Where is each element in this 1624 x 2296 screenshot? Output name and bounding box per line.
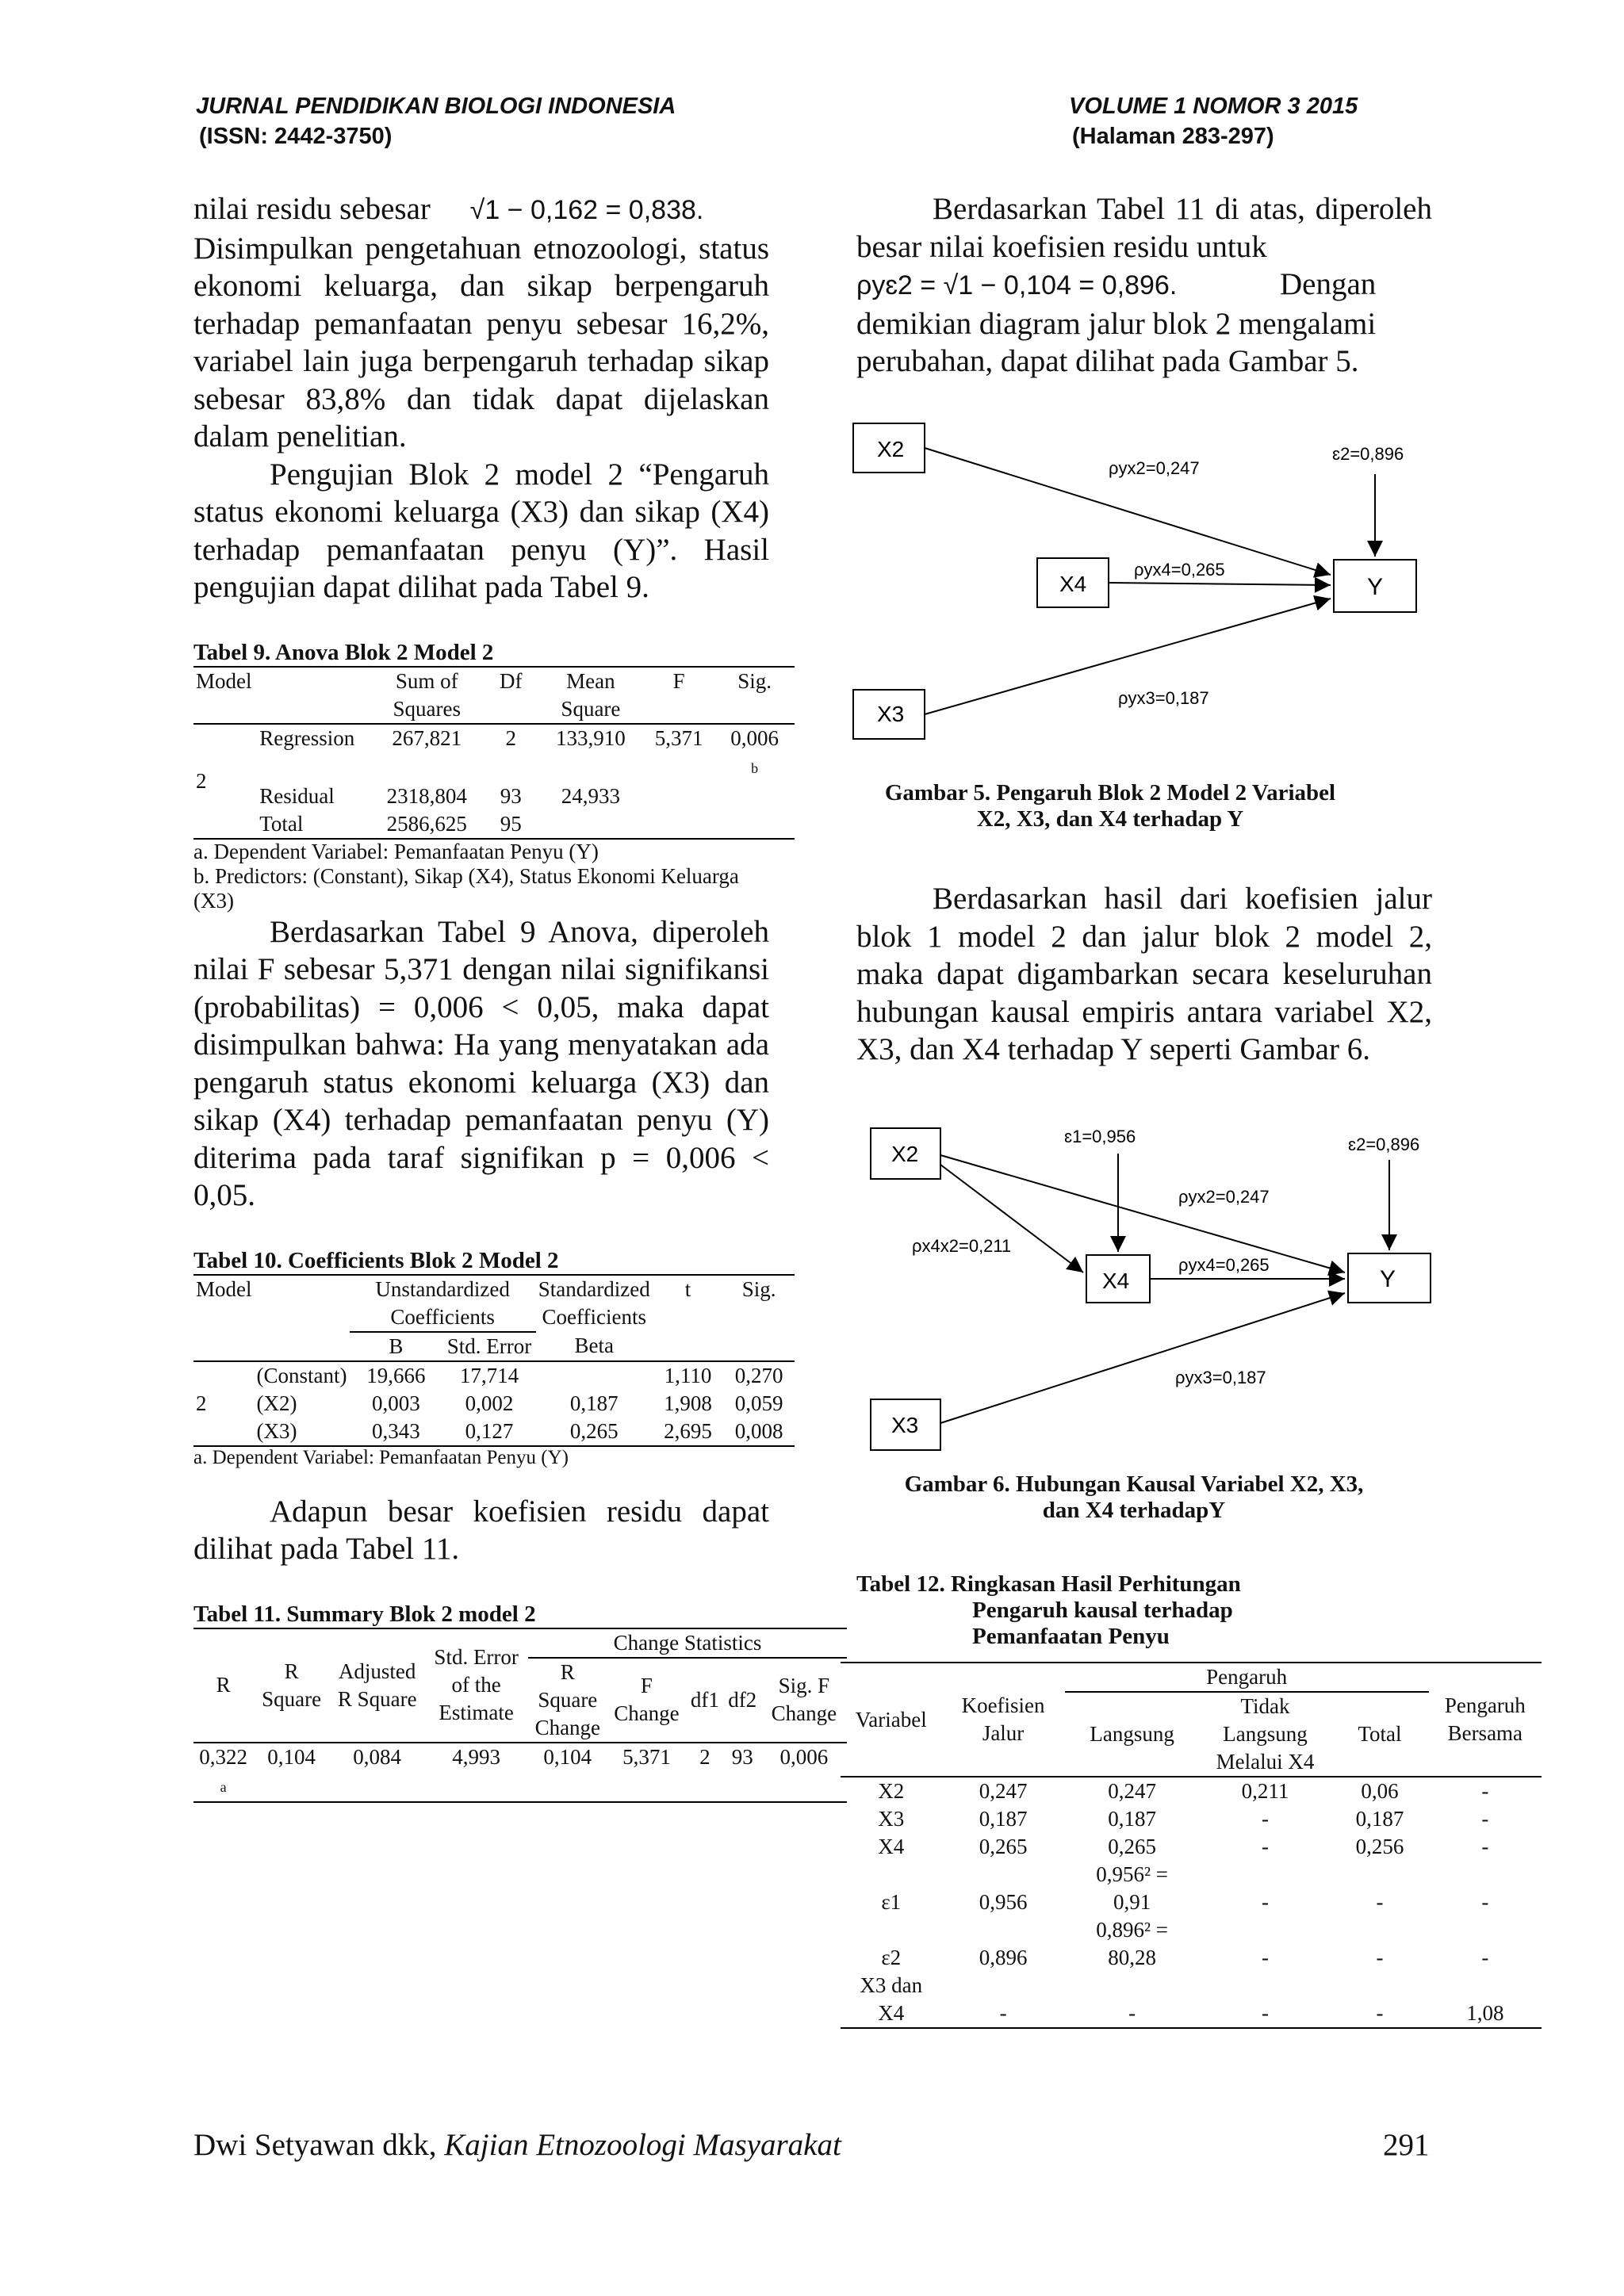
r-value: 0,322: [199, 1744, 247, 1769]
table-row: [841, 1972, 1542, 1999]
cell: 0,896² =: [1096, 1918, 1169, 1942]
th: Mean Square: [561, 668, 621, 721]
table-row: [841, 1861, 1542, 1888]
label-p-x3: ρyx3=0,187: [1118, 688, 1209, 708]
cell: 0,187: [1108, 1807, 1156, 1831]
th: Sig.: [737, 668, 772, 693]
th: Koefisien Jalur: [961, 1693, 1045, 1745]
cell: 93: [731, 1744, 753, 1769]
cell: (X2): [256, 1391, 297, 1415]
label-p-x2: ρyx2=0,247: [1178, 1187, 1270, 1207]
label-x3: X3: [891, 1413, 919, 1437]
th: Unstandardized Coefficients: [350, 1275, 536, 1332]
cell: X2: [878, 1779, 905, 1803]
footer-authors: Dwi Setyawan dkk,: [193, 2128, 437, 2162]
cell: 0,247: [1108, 1779, 1156, 1803]
arrow-x4-y: [1109, 583, 1331, 585]
cell: 2: [505, 725, 516, 750]
th: F: [672, 668, 685, 693]
cell: 2586,625: [386, 811, 467, 836]
cell: -: [1262, 1946, 1269, 1969]
cell: Regression: [259, 725, 355, 750]
table-row: [841, 1777, 1542, 1805]
label-x4: X4: [1059, 572, 1087, 596]
th: Standardized Coefficients: [538, 1276, 650, 1329]
th: R Square: [262, 1659, 322, 1711]
th: Adjusted R Square: [337, 1659, 417, 1711]
cell: 0,256: [1355, 1835, 1404, 1858]
th: Std. Error: [446, 1334, 532, 1358]
page-number: 291: [1383, 2128, 1430, 2162]
cell: ɛ2: [881, 1946, 902, 1969]
table-row: [841, 1888, 1542, 1916]
table12: [841, 1662, 1542, 2029]
caption-line: dan X4 terhadapY: [1042, 1498, 1226, 1523]
table9: [193, 666, 795, 840]
table-row: [841, 1944, 1542, 1972]
label-p-x4: ρyx4=0,265: [1134, 560, 1225, 580]
table-row: [841, 1805, 1542, 1833]
cell: 17,714: [459, 1363, 519, 1387]
cell: 0,006: [779, 1744, 829, 1769]
th: B: [389, 1334, 404, 1358]
caption-line: Pemanfaatan Penyu: [972, 1624, 1170, 1649]
table9-caption: Tabel 9. Anova Blok 2 Model 2: [193, 639, 494, 665]
label-p-x4: ρyx4=0,265: [1178, 1255, 1270, 1275]
cell: 80,28: [1108, 1946, 1156, 1969]
caption-line: X2, X3, dan X4 terhadap Y: [976, 806, 1244, 832]
cell: X3 dan: [860, 1973, 923, 1997]
cell: 1,110: [664, 1363, 712, 1387]
paragraph: Berdasarkan hasil dari koefisien jalur blok 1 model 2 dan jalur blok 2 model 2, maka dapat digambarkan secara keseluruhan hubungan kausal empiris antara variabel X2, X3, dan X4 terhadap Y seperti Gambar 6.: [856, 882, 1432, 1066]
table-row: [193, 810, 795, 839]
caption-line: Gambar 5. Pengaruh Blok 2 Model 2 Variabel: [884, 780, 1336, 806]
table-row: [193, 783, 795, 810]
paragraph: [193, 190, 769, 230]
cell: 0,187: [979, 1807, 1028, 1831]
table-note: a. Dependent Variabel: Pemanfaatan Penyu (Y): [193, 1446, 569, 1468]
sig-sup: b: [751, 760, 759, 776]
footer-citation: [193, 2127, 841, 2163]
label-e2: ɛ2=0,896: [1332, 444, 1404, 464]
th: R Square Change: [534, 1659, 601, 1739]
cell: 4,993: [452, 1744, 501, 1769]
label-p-x4x2: ρx4x2=0,211: [912, 1236, 1012, 1256]
label-x2: X2: [891, 1142, 919, 1166]
th: Model: [196, 1276, 252, 1301]
cell: [193, 1743, 253, 1802]
page-range: (Halaman 283-297): [1072, 124, 1274, 149]
th: Sig. F Change: [771, 1674, 837, 1725]
th: df2: [728, 1687, 757, 1712]
label-x2: X2: [877, 437, 905, 461]
figure5-diagram: [848, 412, 1435, 761]
cell: -: [1481, 1779, 1489, 1803]
cell: 0,127: [465, 1418, 514, 1443]
cell: (X3): [256, 1418, 297, 1443]
paragraph: Berdasarkan Tabel 11 di atas, diperoleh besar nilai koefisien residu untuk: [856, 192, 1432, 264]
cell: -: [1262, 1835, 1269, 1858]
th: F Change: [614, 1674, 680, 1725]
caption-line: Gambar 6. Hubungan Kausal Variabel X2, X3,: [904, 1471, 1364, 1497]
table-row: [841, 1916, 1542, 1944]
cell: 93: [500, 783, 522, 808]
sig-value: 0,006: [730, 725, 779, 750]
table-row: [841, 1999, 1542, 2028]
cell: 0,008: [734, 1418, 783, 1443]
cell: -: [1128, 2001, 1136, 2025]
cell: 0,104: [543, 1744, 592, 1769]
arrow-x3-y: [940, 1293, 1345, 1423]
caption-line: Tabel 12. Ringkasan Hasil Perhitungan: [856, 1571, 1241, 1597]
formula: ρyɛ2 = √1 − 0,104 = 0,896.: [856, 270, 1178, 300]
cell: (Constant): [256, 1363, 347, 1387]
journal-title: JURNAL PENDIDIKAN BIOLOGI INDONESIA: [196, 94, 676, 119]
cell: -: [1376, 2001, 1384, 2025]
cell: 0,956² =: [1096, 1862, 1169, 1886]
th: Change Statistics: [528, 1628, 847, 1658]
cell: 2: [699, 1744, 710, 1769]
cell: 0,06: [1361, 1779, 1399, 1803]
figure5-caption: [856, 780, 1364, 832]
cell: 0,270: [734, 1363, 783, 1387]
cell: -: [1481, 1890, 1489, 1914]
cell: 133,910: [556, 725, 626, 750]
cell: X4: [878, 1835, 905, 1858]
th: Langsung: [1090, 1722, 1174, 1746]
right-column-2: [856, 880, 1432, 1069]
volume: VOLUME 1 NOMOR 3 2015: [1069, 94, 1358, 119]
cell: 0,896: [979, 1946, 1028, 1969]
label-y: Y: [1367, 574, 1384, 600]
paragraph: [856, 266, 1432, 381]
cell: ɛ1: [881, 1890, 902, 1914]
paragraph: Pengujian Blok 2 model 2 “Pengaruh status ekonomi keluarga (X3) dan sikap (X4) terhadap pemanfaatan penyu (Y)”. Hasil pengujian dapat dilihat pada Tabel 9.: [193, 457, 769, 604]
cell: -: [1376, 1946, 1384, 1969]
label-x4: X4: [1102, 1269, 1130, 1293]
cell: 0,343: [371, 1418, 420, 1443]
cell: 0,247: [979, 1779, 1028, 1803]
th: Std. Error of the Estimate: [434, 1645, 519, 1724]
cell: X3: [878, 1807, 905, 1831]
cell: 0,104: [267, 1744, 316, 1769]
cell: 0,211: [1241, 1779, 1289, 1803]
label-x3: X3: [877, 702, 905, 726]
cell: 0,91: [1113, 1890, 1151, 1914]
cell: 24,933: [561, 783, 621, 808]
text: Dengan demikian diagram jalur blok 2 mengalami perubahan, dapat dilihat pada Gambar 5.: [856, 267, 1377, 378]
cell: 267,821: [392, 725, 462, 750]
cell: 1,908: [664, 1391, 712, 1415]
cell: -: [1262, 1807, 1269, 1831]
cell: 0,187: [1355, 1807, 1404, 1831]
cell: 0,265: [979, 1835, 1028, 1858]
th: Df: [499, 668, 523, 693]
footer-title: Kajian Etnozoologi Masyarakat: [444, 2128, 841, 2162]
table-row: [193, 1743, 847, 1802]
th: Pengaruh: [1065, 1663, 1429, 1692]
cell: 1,08: [1466, 2001, 1504, 2025]
cell: 2: [196, 768, 207, 793]
table11-caption: Tabel 11. Summary Blok 2 model 2: [193, 1601, 536, 1627]
figure6-diagram: [856, 1114, 1443, 1467]
cell: 2,695: [664, 1418, 712, 1443]
cell: 19,666: [366, 1363, 426, 1387]
table11: [193, 1628, 847, 1803]
cell: 2: [196, 1391, 207, 1415]
cell: 0,003: [371, 1391, 420, 1415]
table10: [193, 1274, 795, 1447]
th: Sig.: [741, 1276, 776, 1301]
cell: -: [1481, 1946, 1489, 1969]
cell: 5,371: [622, 1744, 671, 1769]
caption-line: Pengaruh kausal terhadap: [972, 1598, 1233, 1623]
cell: -: [1481, 1807, 1489, 1831]
cell: 2318,804: [386, 783, 467, 808]
th: Tidak Langsung Melalui X4: [1216, 1694, 1315, 1774]
cell: 0,084: [353, 1744, 402, 1769]
cell: 0,187: [569, 1391, 619, 1415]
th: Beta: [574, 1333, 614, 1357]
cell: 5,371: [654, 725, 703, 750]
cell: -: [1262, 2001, 1269, 2025]
table-note: a. Dependent Variabel: Pemanfaatan Penyu (Y): [193, 839, 599, 863]
issn: (ISSN: 2442-3750): [199, 124, 393, 149]
table-row: [841, 1833, 1542, 1861]
cell: -: [999, 2001, 1007, 2025]
label-p-x2: ρyx2=0,247: [1109, 458, 1200, 478]
cell: -: [1376, 1890, 1384, 1914]
cell: -: [1262, 1890, 1269, 1914]
th: Model: [196, 668, 252, 693]
table-row: [193, 1361, 795, 1390]
table-row: [193, 724, 795, 783]
th: Sum of Squares: [393, 668, 461, 721]
cell: 0,956: [979, 1890, 1028, 1914]
text: nilai residu sebesar: [193, 192, 431, 226]
table10-caption: Tabel 10. Coefficients Blok 2 Model 2: [193, 1247, 559, 1273]
th: R: [216, 1673, 231, 1697]
left-column: [193, 190, 837, 1803]
label-e1: ɛ1=0,956: [1064, 1127, 1136, 1146]
cell: [714, 724, 795, 783]
cell: 95: [500, 811, 522, 836]
right-column: [856, 190, 1432, 381]
paragraph: Berdasarkan Tabel 9 Anova, diperoleh nilai F sebesar 5,371 dengan nilai signifikansi (probabilitas) = 0,006 < 0,05, maka dapat disimpulkan bahwa: Ha yang menyatakan ada pengaruh status ekonomi keluarga (X3) dan sikap (X4) terhadap pemanfaatan penyu (Y) diterima pada taraf signifikan p = 0,006 < 0,05.: [193, 914, 769, 1212]
th: t: [684, 1276, 691, 1301]
label-e2: ɛ2=0,896: [1348, 1135, 1420, 1154]
cell: 0,059: [734, 1391, 783, 1415]
table-row: [193, 1418, 795, 1446]
paragraph: Adapun besar koefisien residu dapat dilihat pada Tabel 11.: [193, 1494, 769, 1566]
cell: 0,265: [569, 1418, 619, 1443]
table12-caption: [856, 1571, 1241, 1650]
arrow-x2-x4: [940, 1165, 1083, 1272]
table-note: b. Predictors: (Constant), Sikap (X4), Status Ekonomi Keluarga (X3): [193, 863, 739, 913]
cell: [536, 1361, 653, 1390]
th: Pengaruh Bersama: [1444, 1693, 1526, 1745]
paragraph: Disimpulkan pengetahuan etnozoologi, status ekonomi keluarga, dan sikap berpengaruh terhadap pemanfaatan penyu sebesar 16,2%, variabel lain juga berpengaruh terhadap sikap sebesar 83,8% dan tidak dapat dijelaskan dalam penelitian.: [193, 231, 769, 453]
cell: -: [1481, 1835, 1489, 1858]
th: df1: [690, 1687, 719, 1712]
figure6-caption: [856, 1471, 1411, 1524]
cell: X4: [878, 2001, 905, 2025]
cell: 0,002: [465, 1391, 514, 1415]
r-sup: a: [220, 1778, 227, 1795]
cell: 0,265: [1108, 1835, 1156, 1858]
cell: Residual: [259, 783, 335, 808]
table-row: [193, 1390, 795, 1418]
th: Variabel: [855, 1707, 927, 1732]
label-y: Y: [1380, 1266, 1396, 1292]
formula: √1 − 0,162 = 0,838.: [469, 195, 704, 225]
th: Total: [1358, 1722, 1402, 1746]
cell: Total: [259, 811, 304, 836]
label-p-x3: ρyx3=0,187: [1175, 1368, 1266, 1387]
